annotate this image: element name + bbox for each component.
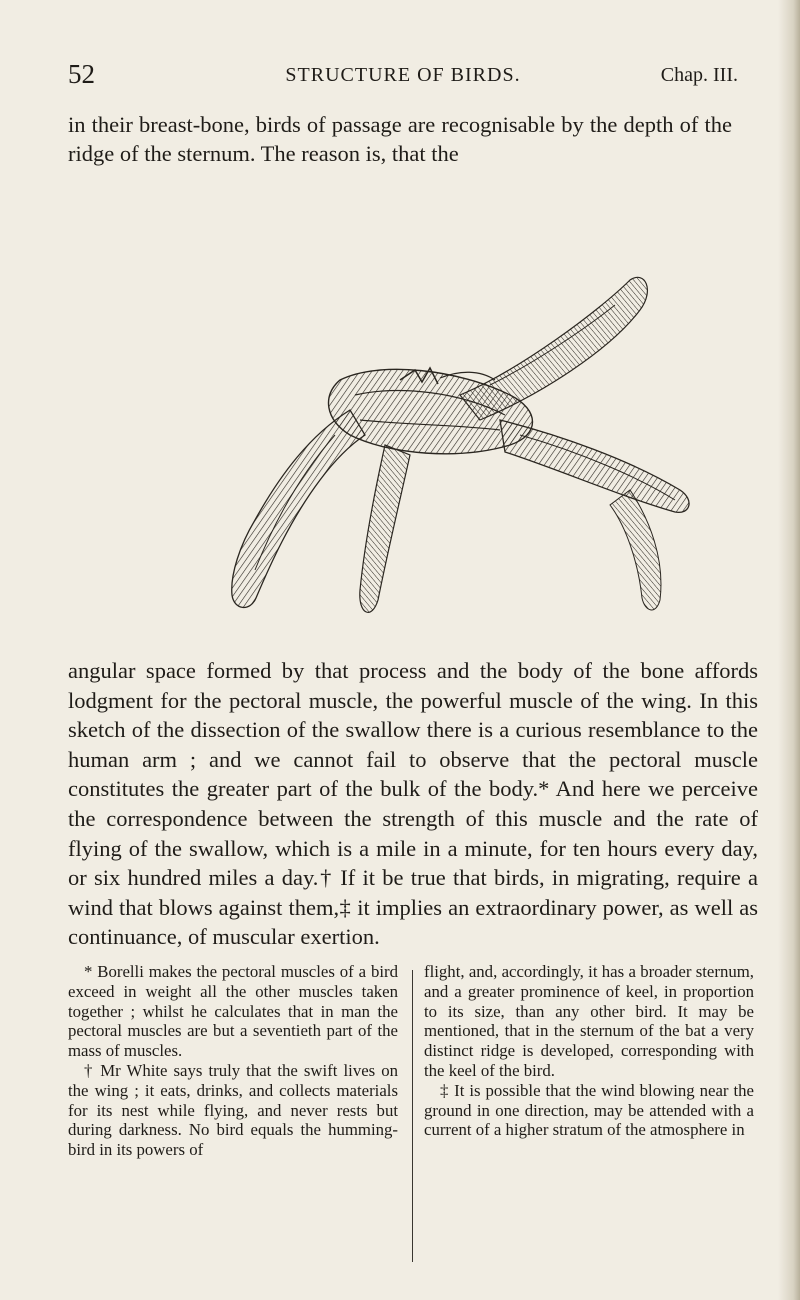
swallow-dissection-figure xyxy=(160,220,720,650)
footnote-white-continuation: flight, and, accordingly, it has a broader sternum, and a greater prominence of keel, in proportion to its size, than any other bird. It may be mentioned, that in the sternum of the bat a very distinct ridge is developed, corresponding with the keel of the bird. xyxy=(424,962,754,1080)
main-paragraph: angular space formed by that process and the body of the bone affords lodgment for the pectoral muscle, the powerful muscle of the wing. In this sketch of the dissection of the swallow there is a curious resemblance to the human arm ; and we cannot fail to observe that the pectoral muscle constitutes the greater part of the bulk of the body.* And here we perceive the correspondence between the strength of this muscle and the rate of flying of the swallow, which is a mile in a minute, for ten hours every day, or six hundred miles a day.† If it be true that birds, in migrating, require a wind that blows against them,‡ it implies an extraordinary power, as well as continuance, of muscular exertion. xyxy=(68,658,758,950)
page-edge-shadow xyxy=(778,0,800,1300)
running-title: STRUCTURE OF BIRDS. xyxy=(285,64,521,86)
intro-paragraph: in their breast-bone, birds of passage are recognisable by the depth of the ridge of the sternum. The reason is, that the xyxy=(68,112,732,166)
footnote-white: † Mr White says truly that the swift lives on the wing ; it eats, drinks, and collects materials for its nest while flying, and never rests but during darkness. No bird equals the humming-bird in its powers of xyxy=(68,1060,398,1160)
page-number: 52 xyxy=(68,59,95,89)
footnotes xyxy=(68,962,758,1262)
column-divider xyxy=(412,970,413,1262)
footnotes-right-column xyxy=(424,962,754,1140)
page-header xyxy=(68,60,738,88)
footnotes-left-column xyxy=(68,962,398,1160)
footnote-wind: ‡ It is possible that the wind blowing near the ground in one direction, may be attended with a current of a higher stratum of the atmosphere in xyxy=(424,1080,754,1140)
footnote-borelli: * Borelli makes the pectoral muscles of a bird exceed in weight all the other muscles taken together ; whilst he calculates that in man the pectoral muscles are but a seventieth part of the mass of muscles. xyxy=(68,962,398,1061)
chapter-label: Chap. III. xyxy=(660,64,738,86)
